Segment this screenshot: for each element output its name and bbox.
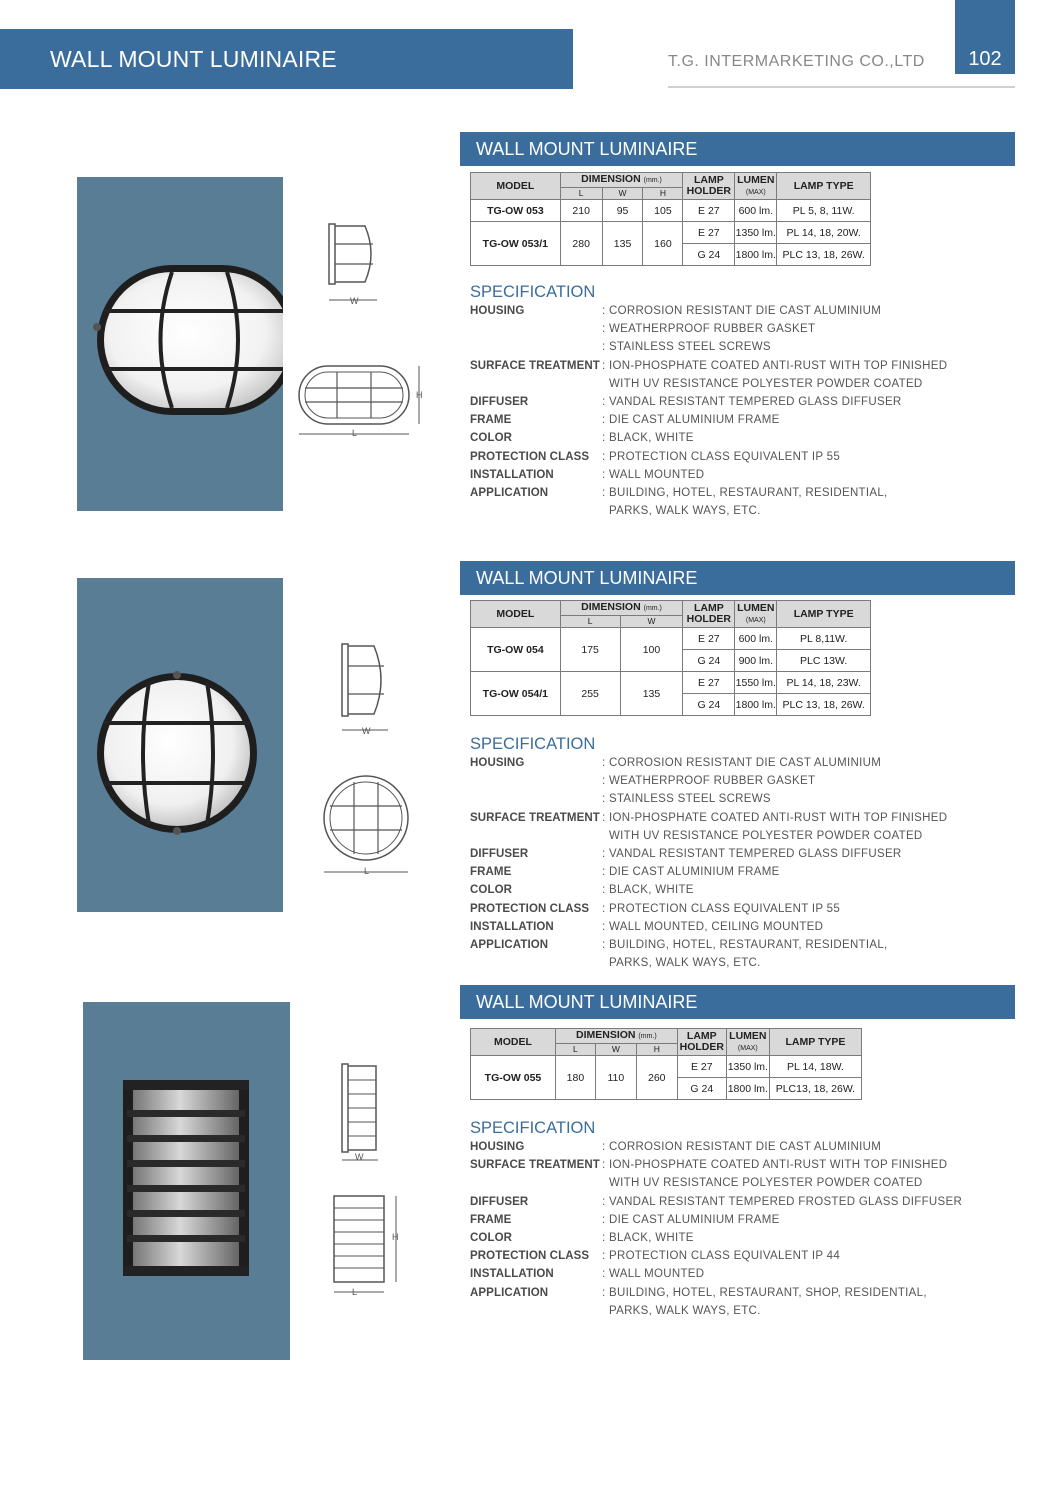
spec-value: : BLACK, WHITE	[602, 1232, 694, 1245]
spec-row	[470, 1193, 962, 1211]
col-l: L	[560, 616, 620, 628]
col-h: H	[636, 1044, 677, 1056]
spec-row	[470, 809, 947, 827]
spec-value: : STAINLESS STEEL SCREWS	[602, 341, 771, 354]
spec-value: : BUILDING, HOTEL, RESTAURANT, RESIDENTIAL,	[602, 487, 888, 500]
spec-label: APPLICATION	[470, 487, 549, 500]
spec-label	[470, 1174, 602, 1192]
col-lamp-type: LAMP TYPE	[777, 173, 871, 200]
spec-label	[470, 375, 602, 393]
spec-row	[470, 1174, 962, 1192]
spec-label: SURFACE TREATMENT	[470, 359, 600, 372]
table-row: G 24 900 lm. PLC 13W.	[471, 650, 871, 672]
col-w: W	[620, 616, 683, 628]
spec-value: : PROTECTION CLASS EQUIVALENT IP 55	[602, 902, 841, 915]
dimension-drawing-front	[295, 360, 435, 440]
company-name: T.G. INTERMARKETING CO.,LTD	[668, 53, 925, 70]
spec-row	[470, 411, 947, 429]
col-w: W	[595, 1044, 636, 1056]
spec-value: : WEATHERPROOF RUBBER GASKET	[602, 323, 816, 336]
spec-row	[470, 448, 947, 466]
spec-value: WITH UV RESISTANCE POLYESTER POWDER COATED	[602, 829, 923, 842]
col-lumen: LUMEN (MAX)	[735, 601, 777, 628]
spec-label: APPLICATION	[470, 939, 549, 952]
spec-row	[470, 790, 947, 808]
spec-row	[470, 302, 947, 320]
spec-value: : BUILDING, HOTEL, RESTAURANT, SHOP, RESIDENTIAL,	[602, 1286, 927, 1299]
spec-label: INSTALLATION	[470, 468, 554, 481]
col-lumen: LUMEN (MAX)	[735, 173, 777, 200]
col-w: W	[602, 188, 643, 200]
table-row: TG-OW 054/1 255 135 E 27 1550 lm. PL 14, 18, 23W.	[471, 672, 871, 694]
dim-h-label: H	[416, 390, 423, 400]
spec-value: PARKS, WALK WAYS, ETC.	[602, 1304, 761, 1317]
dim-l-label: L	[352, 1287, 358, 1297]
spec-value: : WALL MOUNTED, CEILING MOUNTED	[602, 920, 824, 933]
spec-row	[470, 845, 947, 863]
spec-value: : ION-PHOSPHATE COATED ANTI-RUST WITH TOP FINISHED	[602, 811, 948, 824]
spec-label	[470, 320, 602, 338]
spec-row	[470, 1284, 962, 1302]
spec-label: HOUSING	[470, 305, 525, 317]
spec-value: : WEATHERPROOF RUBBER GASKET	[602, 775, 816, 788]
col-lamp-holder: LAMP HOLDER	[677, 1029, 726, 1056]
dimension-drawing-front	[330, 1192, 410, 1302]
section-title: WALL MOUNT LUMINAIRE	[476, 992, 698, 1012]
spec-label: APPLICATION	[470, 1286, 549, 1299]
page-title: WALL MOUNT LUMINAIRE	[50, 46, 337, 72]
spec-value: WITH UV RESISTANCE POLYESTER POWDER COATED	[602, 377, 923, 390]
spec-heading: SPECIFICATION	[470, 283, 596, 301]
col-lamp-holder: LAMP HOLDER	[683, 601, 735, 628]
col-model: MODEL	[471, 1029, 556, 1056]
spec-list	[470, 302, 947, 520]
col-h: H	[643, 188, 683, 200]
spec-label	[470, 772, 602, 790]
spec-label: SURFACE TREATMENT	[470, 811, 600, 824]
section-title: WALL MOUNT LUMINAIRE	[476, 568, 698, 588]
spec-row	[470, 1229, 962, 1247]
spec-label: COLOR	[470, 432, 513, 445]
spec-label: FRAME	[470, 866, 512, 879]
spec-value: : WALL MOUNTED	[602, 1268, 705, 1281]
spec-label	[470, 790, 602, 808]
table-row: G 24 1800 lm. PLC 13, 18, 26W.	[471, 694, 871, 716]
spec-value: : STAINLESS STEEL SCREWS	[602, 793, 771, 806]
spec-value: : PROTECTION CLASS EQUIVALENT IP 55	[602, 450, 841, 463]
spec-label: PROTECTION CLASS	[470, 902, 590, 915]
spec-value: : ION-PHOSPHATE COATED ANTI-RUST WITH TOP FINISHED	[602, 359, 948, 372]
spec-value: : VANDAL RESISTANT TEMPERED FROSTED GLASS DIFFUSER	[602, 1195, 963, 1208]
product-table	[470, 600, 871, 716]
spec-value: : DIE CAST ALUMINIUM FRAME	[602, 866, 780, 879]
table-row: G 24 1800 lm. PLC13, 18, 26W.	[471, 1078, 862, 1100]
spec-heading: SPECIFICATION	[470, 735, 596, 753]
spec-label: SURFACE TREATMENT	[470, 1159, 600, 1172]
dim-w-label: W	[350, 296, 359, 306]
spec-label: PROTECTION CLASS	[470, 450, 590, 463]
col-lamp-type: LAMP TYPE	[769, 1029, 861, 1056]
spec-row	[470, 393, 947, 411]
spec-value: : BLACK, WHITE	[602, 432, 694, 445]
spec-row	[470, 502, 947, 520]
col-l: L	[555, 1044, 595, 1056]
spec-list	[470, 1138, 962, 1320]
col-dimension: DIMENSION (mm.)	[560, 173, 683, 188]
dim-l-label: L	[352, 428, 358, 438]
spec-value: : VANDAL RESISTANT TEMPERED GLASS DIFFUSER	[602, 396, 902, 409]
spec-value: PARKS, WALK WAYS, ETC.	[602, 505, 761, 518]
spec-label	[470, 954, 602, 972]
spec-label: COLOR	[470, 884, 513, 897]
page-number: 102	[968, 48, 1002, 70]
spec-value: : CORROSION RESISTANT DIE CAST ALUMINIUM	[602, 1141, 882, 1153]
col-lumen: LUMEN (MAX)	[726, 1029, 769, 1056]
spec-label: INSTALLATION	[470, 1268, 554, 1281]
spec-label: DIFFUSER	[470, 1195, 529, 1208]
dim-l-label: L	[364, 866, 370, 876]
product-photo-round	[77, 578, 283, 912]
spec-row	[470, 772, 947, 790]
product-photo-cylinder	[83, 1002, 290, 1360]
spec-row	[470, 1138, 962, 1156]
spec-label	[470, 338, 602, 356]
spec-row	[470, 429, 947, 447]
table-row: TG-OW 053/1 280 135 160 E 27 1350 lm. PL 14, 18, 20W.	[471, 222, 871, 244]
spec-label	[470, 827, 602, 845]
spec-row	[470, 881, 947, 899]
spec-list	[470, 754, 947, 972]
section-header	[460, 132, 1015, 166]
spec-value: : CORROSION RESISTANT DIE CAST ALUMINIUM	[602, 305, 882, 317]
header-divider	[668, 86, 1015, 88]
section-title: WALL MOUNT LUMINAIRE	[476, 139, 698, 159]
spec-value: PARKS, WALK WAYS, ETC.	[602, 957, 761, 970]
spec-value: : PROTECTION CLASS EQUIVALENT IP 44	[602, 1250, 841, 1263]
spec-label: HOUSING	[470, 1141, 525, 1153]
spec-row	[470, 357, 947, 375]
spec-row	[470, 320, 947, 338]
spec-value: : DIE CAST ALUMINIUM FRAME	[602, 1213, 780, 1226]
spec-row	[470, 1265, 962, 1283]
spec-value: : WALL MOUNTED	[602, 468, 705, 481]
section-header	[460, 561, 1015, 595]
spec-value: : DIE CAST ALUMINIUM FRAME	[602, 414, 780, 427]
spec-row	[470, 375, 947, 393]
spec-heading: SPECIFICATION	[470, 1119, 596, 1137]
dim-w-label: W	[362, 726, 371, 736]
spec-value: : CORROSION RESISTANT DIE CAST ALUMINIUM	[602, 757, 882, 769]
table-row: TG-OW 054 175 100 E 27 600 lm. PL 8,11W.	[471, 628, 871, 650]
product-table	[470, 172, 871, 266]
spec-label: HOUSING	[470, 757, 525, 769]
spec-row	[470, 954, 947, 972]
col-dimension: DIMENSION (mm.)	[560, 601, 683, 616]
spec-row	[470, 466, 947, 484]
spec-label: FRAME	[470, 1213, 512, 1226]
spec-value: : VANDAL RESISTANT TEMPERED GLASS DIFFUSER	[602, 848, 902, 861]
spec-value: : BLACK, WHITE	[602, 884, 694, 897]
col-model: MODEL	[471, 173, 561, 200]
dim-w-label: W	[355, 1152, 364, 1162]
spec-row	[470, 918, 947, 936]
spec-row	[470, 484, 947, 502]
spec-label: INSTALLATION	[470, 920, 554, 933]
product-table	[470, 1028, 862, 1100]
spec-row	[470, 936, 947, 954]
spec-row	[470, 1156, 962, 1174]
spec-label: COLOR	[470, 1232, 513, 1245]
spec-row	[470, 754, 947, 772]
spec-row	[470, 900, 947, 918]
col-lamp-holder: LAMP HOLDER	[683, 173, 735, 200]
spec-row	[470, 827, 947, 845]
col-l: L	[560, 188, 602, 200]
spec-label: PROTECTION CLASS	[470, 1250, 590, 1263]
dim-h-label: H	[392, 1232, 399, 1242]
table-row: TG-OW 053 210 95 105 E 27 600 lm. PL 5, 8, 11W.	[471, 200, 871, 222]
spec-label	[470, 1302, 602, 1320]
product-photo-oval	[77, 177, 283, 511]
section-header	[460, 985, 1015, 1019]
spec-row	[470, 1211, 962, 1229]
spec-label: DIFFUSER	[470, 396, 529, 409]
spec-row	[470, 1247, 962, 1265]
spec-row	[470, 863, 947, 881]
table-row: TG-OW 055 180 110 260 E 27 1350 lm. PL 14, 18W.	[471, 1056, 862, 1078]
table-row: G 24 1800 lm. PLC 13, 18, 26W.	[471, 244, 871, 266]
spec-label	[470, 502, 602, 520]
spec-value: WITH UV RESISTANCE POLYESTER POWDER COATED	[602, 1177, 923, 1190]
col-lamp-type: LAMP TYPE	[777, 601, 871, 628]
spec-value: : ION-PHOSPHATE COATED ANTI-RUST WITH TOP FINISHED	[602, 1159, 948, 1172]
spec-label: FRAME	[470, 414, 512, 427]
spec-row	[470, 1302, 962, 1320]
col-model: MODEL	[471, 601, 561, 628]
dimension-drawing-side	[338, 640, 398, 740]
spec-row	[470, 338, 947, 356]
spec-value: : BUILDING, HOTEL, RESTAURANT, RESIDENTIAL,	[602, 939, 888, 952]
spec-label: DIFFUSER	[470, 848, 529, 861]
col-dimension: DIMENSION (mm.)	[555, 1029, 677, 1044]
